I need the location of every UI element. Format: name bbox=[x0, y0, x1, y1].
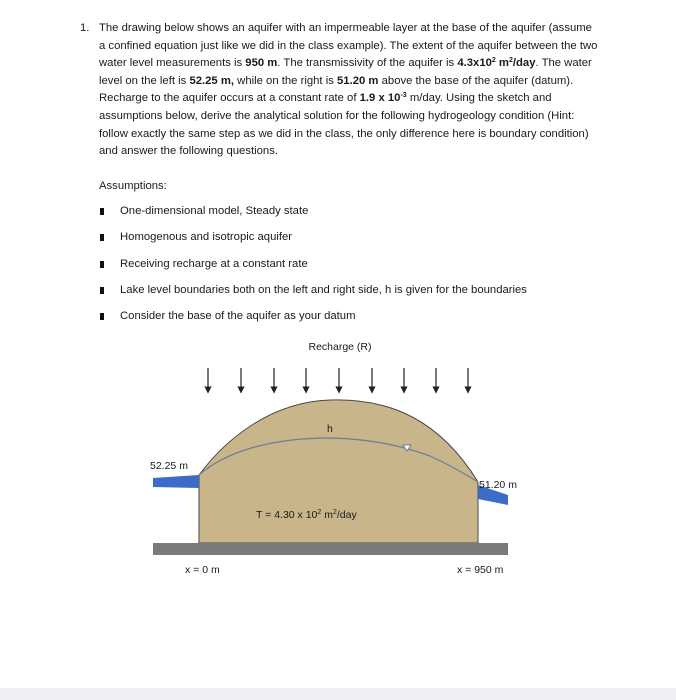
assumption-item: Lake level boundaries both on the left and right side, h is given for the boundaries bbox=[99, 284, 527, 310]
left-lake bbox=[153, 475, 199, 488]
x-right-label: x = 950 m bbox=[457, 564, 504, 576]
assumption-item: Homogenous and isotropic aquifer bbox=[99, 231, 527, 257]
assumption-item: Receiving recharge at a constant rate bbox=[99, 258, 527, 284]
head-label: h bbox=[327, 423, 333, 435]
page-bottom-strip bbox=[0, 688, 676, 700]
recharge-label: Recharge (R) bbox=[308, 341, 372, 353]
x-left-label: x = 0 m bbox=[185, 564, 220, 576]
right-level-value: 51.20 m bbox=[337, 74, 379, 87]
left-level-label: 52.25 m bbox=[150, 460, 188, 472]
impermeable-base bbox=[153, 543, 508, 555]
recharge-arrows bbox=[208, 368, 468, 390]
assumptions-title: Assumptions: bbox=[99, 180, 167, 192]
assumption-item: Consider the base of the aquifer as your datum bbox=[99, 310, 527, 336]
left-level-value: 52.25 m, bbox=[189, 74, 235, 87]
question-number: 1. bbox=[80, 22, 90, 34]
transmissivity-label: T = 4.30 x $10^2$ $m^2$/day bbox=[256, 509, 357, 521]
extent-value: 950 m bbox=[245, 57, 278, 70]
question-text: The drawing below shows an aquifer with an impermeable layer at the base of the aquifer (assume a confined equation just like we did in the class example). The extent of the aquifer between the two water level measurements is 950 m. The transmissivity of the aquifer is $4.3x10^2$ $m^2$/day. The water level on the left is 52.25 m, while on the right is 51.20 m above the base of the aquifer (datum). Recharge to the aquifer occurs at a constant rate of 1.9 x $10^{-3}$ m/day. Using the sketch and assumptions below, derive the analytical solution for the following hydrogeology condition (Hint: follow exactly the same step as we did in the class, the only difference here is boundary condition) and answer the following questions. bbox=[99, 22, 598, 158]
recharge-value: 1.9 x $10^{-3}$ bbox=[359, 92, 407, 105]
right-level-label: 51.20 m bbox=[479, 479, 517, 491]
transmissivity-value: $4.3x10^2$ $m^2$/day bbox=[457, 57, 536, 70]
assumption-item: One-dimensional model, Steady state bbox=[99, 205, 527, 231]
aquifer-body bbox=[199, 400, 478, 543]
